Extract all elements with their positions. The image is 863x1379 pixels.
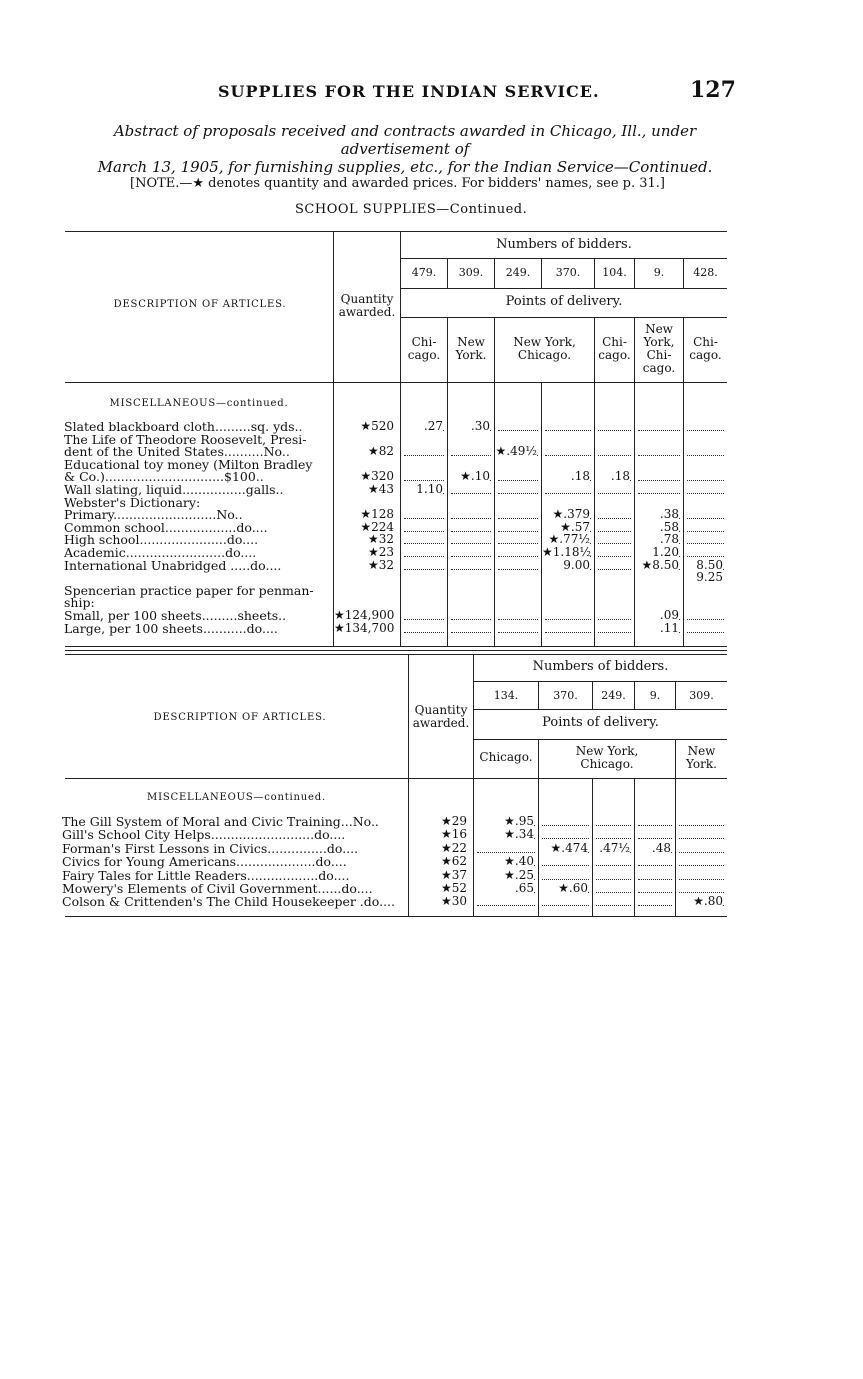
leader-dots <box>687 455 724 456</box>
qty-header-line-1: Quantity <box>414 703 468 717</box>
leader-dots <box>638 879 672 880</box>
leader-dots <box>404 556 444 557</box>
table-cell-price: ★.474 <box>539 842 588 855</box>
table-row-description: Large, per 100 sheets...........do.... <box>64 620 278 636</box>
leader-dots <box>687 531 724 532</box>
table2-points-rule <box>474 739 727 740</box>
table-cell-price: .47½ <box>593 842 630 855</box>
leader-dots <box>404 569 444 570</box>
table-row-quantity: ★520 <box>360 419 394 433</box>
table2-points-header: Points of delivery. <box>542 715 659 730</box>
table-row-quantity: ★320 <box>360 469 394 484</box>
table1-bidders-rule <box>401 258 727 259</box>
abstract-line-1: Abstract of proposals received and contracts awarded in Chicago, Ill., under advertisement of <box>113 122 697 158</box>
table1-header-bottom-rule <box>65 382 727 383</box>
delivery-line: York. <box>455 348 487 362</box>
table-row-description: Forman's First Lessons in Civics...............do.... <box>62 840 359 856</box>
leader-dots <box>598 430 631 431</box>
table-cell-price: ★.379 <box>542 508 590 521</box>
leader-dots <box>687 543 724 544</box>
delivery-line: York, <box>643 335 675 349</box>
table1-bidder: 370. <box>555 266 581 279</box>
leader-dots <box>451 569 491 570</box>
leader-dots <box>598 619 631 620</box>
delivery-line: Chicago. <box>517 348 572 362</box>
delivery-line: Chi- <box>646 348 672 362</box>
table1-bidder: 309. <box>458 266 484 279</box>
delivery-line: New <box>645 322 673 336</box>
leader-dots <box>542 838 589 839</box>
leader-dots <box>638 480 680 481</box>
table2-delivery-chicago <box>474 751 538 764</box>
leader-dots <box>687 518 724 519</box>
qty-header-line-2: awarded. <box>412 716 470 730</box>
leader-dots <box>679 865 724 866</box>
table-cell-price: ★.77½ <box>542 533 590 546</box>
table1-points-rule <box>401 317 727 318</box>
table-row-quantity: ★52 <box>440 881 467 895</box>
leader-dots <box>545 619 591 620</box>
leader-dots <box>404 632 444 633</box>
leader-dots <box>451 455 491 456</box>
table1-bidder: 104. <box>602 266 627 279</box>
table1-bottom-rule-2 <box>65 650 727 651</box>
leader-dots <box>451 543 491 544</box>
leader-dots <box>598 455 631 456</box>
leader-dots <box>542 879 589 880</box>
table-cell-price: .30 <box>448 420 490 433</box>
leader-dots <box>598 632 631 633</box>
leader-dots <box>687 619 724 620</box>
table1-desc-header: DESCRIPTION OF ARTICLES. <box>113 299 287 310</box>
leader-dots <box>451 556 491 557</box>
table-cell-price: .48 <box>635 842 671 855</box>
table-row-description: dent of the United States..........No.. <box>64 444 290 460</box>
table-row-description: Common school..................do.... <box>64 519 268 535</box>
table2-group-label: MISCELLANEOUS—continued. <box>147 792 326 803</box>
table-row-description: Webster's Dictionary: <box>64 494 201 510</box>
leader-dots <box>451 518 491 519</box>
table-row-description: Educational toy money (Milton Bradley <box>64 456 313 472</box>
leader-dots <box>596 825 631 826</box>
table1-bidder: 428. <box>693 266 718 279</box>
table-cell-price: .38 <box>635 508 679 521</box>
leader-dots <box>498 430 538 431</box>
table1-bidder: 479. <box>411 266 437 279</box>
leader-dots <box>542 825 589 826</box>
delivery-line: cago. <box>598 348 631 362</box>
table-row-description: The Gill System of Moral and Civic Training...No.. <box>62 814 379 829</box>
leader-dots <box>404 531 444 532</box>
leader-dots <box>687 556 724 557</box>
leader-dots <box>498 632 538 633</box>
table1-vr-qty <box>400 231 401 646</box>
table2-bidder: 9. <box>649 689 661 702</box>
leader-dots <box>498 480 538 481</box>
table-row-quantity: ★22 <box>440 840 467 855</box>
leader-dots <box>598 569 631 570</box>
leader-dots <box>598 556 631 557</box>
delivery-line: York. <box>686 757 717 771</box>
delivery-line: cago. <box>407 348 441 362</box>
leader-dots <box>598 518 631 519</box>
leader-dots <box>679 879 724 880</box>
leader-dots <box>596 838 631 839</box>
leader-dots <box>498 493 538 494</box>
leader-dots <box>638 905 672 906</box>
table2-bidder: 134. <box>493 689 519 702</box>
table2-bidders-rule <box>474 681 727 682</box>
leader-dots <box>598 543 631 544</box>
leader-dots <box>404 518 444 519</box>
leader-dots <box>498 569 538 570</box>
delivery-line: Chi- <box>411 335 437 349</box>
qty-header-line-2: awarded. <box>338 305 396 319</box>
table-cell-price: .65 <box>474 882 534 895</box>
table-cell-price: .11 <box>635 622 679 635</box>
table2-header-bottom-rule <box>65 778 727 779</box>
leader-dots <box>542 905 589 906</box>
table-row-quantity: ★124,900 <box>334 608 395 622</box>
table-cell-price: .58 <box>635 521 679 534</box>
delivery-line: cago. <box>642 361 676 375</box>
note: [NOTE.—★ denotes quantity and awarded prices. For bidders' names, see p. 31.] <box>130 176 666 191</box>
leader-dots <box>451 632 491 633</box>
table1-bidders-header: Numbers of bidders. <box>496 237 632 252</box>
table-cell-price: ★.60 <box>539 882 588 895</box>
table-row-description: & Co.)..............................$100.. <box>64 469 264 485</box>
table-row-description: Mowery's Elements of Civil Government......do.... <box>62 881 373 896</box>
table2-delivery-new-york <box>676 745 727 771</box>
table1-numbers-rule <box>401 288 727 289</box>
abstract-heading <box>60 122 750 176</box>
delivery-line: Chicago. <box>479 750 533 764</box>
table-cell-price: ★.34 <box>474 828 534 841</box>
leader-dots <box>498 518 538 519</box>
table-cell-price: .18 <box>595 470 630 483</box>
table-row-quantity: ★62 <box>440 854 467 869</box>
delivery-line: New York, <box>575 744 639 758</box>
table-row-quantity: ★224 <box>360 519 394 534</box>
table1-delivery-ny-chicago-2 <box>635 323 683 375</box>
leader-dots <box>598 531 631 532</box>
table2-qty-header <box>409 704 473 730</box>
table2-desc-header: DESCRIPTION OF ARTICLES. <box>153 712 327 723</box>
table1-vr-d2 <box>494 317 495 646</box>
table-row-description: ship: <box>64 595 95 611</box>
table2-bidder: 309. <box>689 689 714 702</box>
leader-dots <box>596 892 631 893</box>
leader-dots <box>545 455 591 456</box>
leader-dots <box>498 556 538 557</box>
table-row-quantity: ★29 <box>440 814 467 828</box>
table-cell-price: .27 <box>401 420 443 433</box>
table-row-description: International Unabridged .....do.... <box>64 557 282 573</box>
leader-dots <box>451 493 491 494</box>
table1-delivery-chicago <box>401 336 447 362</box>
table-row-quantity: ★23 <box>367 545 394 559</box>
delivery-line: cago. <box>689 348 722 362</box>
table1-bidder: 249. <box>505 266 531 279</box>
table2-bidder: 370. <box>553 689 578 702</box>
delivery-line: Chi- <box>693 335 718 349</box>
delivery-line: Chicago. <box>580 757 634 771</box>
leader-dots <box>498 531 538 532</box>
table1-top-rule <box>65 231 727 232</box>
table-row-quantity: ★32 <box>367 532 394 547</box>
table-row-description: Slated blackboard cloth.........sq. yds.. <box>64 419 303 434</box>
leader-dots <box>477 905 535 906</box>
table-cell-price: ★.95 <box>474 815 534 828</box>
table2-top-rule <box>65 654 727 655</box>
table1-delivery-new-york <box>448 336 494 362</box>
table-cell-price: ★.10 <box>448 470 490 483</box>
leader-dots <box>404 543 444 544</box>
delivery-line: New York, <box>513 335 576 349</box>
table-cell-price: 9.25 <box>684 571 723 584</box>
delivery-line: New <box>687 744 716 758</box>
leader-dots <box>598 493 631 494</box>
leader-dots <box>638 838 672 839</box>
table-cell-price: ★8.50 <box>635 559 679 572</box>
table-cell-price: 1.20 <box>635 546 679 559</box>
table1-points-header: Points of delivery. <box>505 294 623 309</box>
table-cell-price: 1.10 <box>401 483 443 496</box>
table-cell-price: ★.49½ <box>495 444 537 459</box>
leader-dots <box>679 852 724 853</box>
abstract-line-2: March 13, 1905, for furnishing supplies, etc., for the Indian Service—Continued. <box>97 158 713 176</box>
leader-dots <box>638 865 672 866</box>
table-row-quantity: ★16 <box>440 827 467 842</box>
leader-dots <box>638 455 680 456</box>
table1-qty-header <box>334 293 400 319</box>
table-cell-price: .18 <box>542 470 590 483</box>
qty-header-line-1: Quantity <box>340 292 394 306</box>
table-row-quantity: ★43 <box>367 482 394 496</box>
section-title: SCHOOL SUPPLIES—Continued. <box>295 202 528 217</box>
leader-dots <box>679 838 724 839</box>
table-row-description: Civics for Young Americans....................do.... <box>62 854 347 870</box>
leader-dots <box>451 531 491 532</box>
leader-dots <box>404 455 444 456</box>
leader-dots <box>545 493 591 494</box>
table-row-description: Academic.........................do.... <box>64 545 257 560</box>
table1-delivery-chicago-2 <box>595 336 634 362</box>
table1-vr-d6 <box>683 317 684 646</box>
table1-bidder: 9. <box>653 266 665 279</box>
table-row-description: Spencerian practice paper for penman- <box>64 582 314 598</box>
table-row-quantity: ★30 <box>440 894 467 909</box>
table-cell-price: ★.57 <box>542 521 590 534</box>
table-row-description: Colson & Crittenden's The Child Housekeeper .do.... <box>62 894 395 910</box>
leader-dots <box>404 619 444 620</box>
leader-dots <box>687 480 724 481</box>
table-row-description: Small, per 100 sheets.........sheets.. <box>64 608 287 623</box>
page-number: 127 <box>690 77 736 103</box>
table-cell-price: .78 <box>635 533 679 546</box>
leader-dots <box>498 619 538 620</box>
delivery-line: Chi- <box>602 335 627 349</box>
table-row-description: High school......................do.... <box>64 532 259 548</box>
leader-dots <box>638 892 672 893</box>
leader-dots <box>477 852 535 853</box>
leader-dots <box>638 430 680 431</box>
table2-delivery-ny-chicago <box>539 745 675 771</box>
table-row-description: Primary..........................No.. <box>64 507 243 523</box>
leader-dots <box>451 619 491 620</box>
leader-dots <box>542 865 589 866</box>
table1-delivery-ny-chicago <box>495 336 594 362</box>
table-cell-price: 9.00 <box>542 559 590 572</box>
table-cell-price: .09 <box>635 609 679 622</box>
table2-bottom-rule <box>65 916 727 917</box>
leader-dots <box>498 543 538 544</box>
table-cell-price: ★.25 <box>474 869 534 882</box>
table-row-description: Gill's School City Helps..........................do.... <box>62 827 346 843</box>
table2-bidders-header: Numbers of bidders. <box>532 659 669 674</box>
leader-dots <box>596 865 631 866</box>
table1-group-label: MISCELLANEOUS—continued. <box>109 398 289 409</box>
table-row-quantity: ★32 <box>367 557 394 572</box>
table-row-quantity: ★128 <box>360 507 394 522</box>
table-cell-price: ★.80 <box>676 895 723 908</box>
table-cell-price: ★.40 <box>474 855 534 868</box>
table-row-quantity: ★134,700 <box>334 620 395 635</box>
leader-dots <box>687 493 724 494</box>
table-row-description: Wall slating, liquid................galls.. <box>64 482 284 497</box>
leader-dots <box>638 493 680 494</box>
leader-dots <box>687 632 724 633</box>
table2-numbers-rule <box>474 709 727 710</box>
table1-bottom-rule <box>65 646 727 647</box>
leader-dots <box>638 825 672 826</box>
leader-dots <box>545 430 591 431</box>
leader-dots <box>679 892 724 893</box>
leader-dots <box>596 905 631 906</box>
table2-bidder: 249. <box>601 689 626 702</box>
leader-dots <box>679 825 724 826</box>
leader-dots <box>687 430 724 431</box>
table-row-quantity: ★37 <box>440 867 467 882</box>
leader-dots <box>545 632 591 633</box>
delivery-line: New <box>457 335 485 349</box>
table-row-description: Fairy Tales for Little Readers..................do.... <box>62 867 350 883</box>
table-cell-price: 8.50 <box>684 559 723 572</box>
leader-dots <box>596 879 631 880</box>
table-row-quantity: ★82 <box>367 444 394 459</box>
running-title: SUPPLIES FOR THE INDIAN SERVICE. <box>218 82 600 101</box>
table-row-description: The Life of Theodore Roosevelt, Presi- <box>64 431 307 447</box>
table1-delivery-chicago-3 <box>684 336 727 362</box>
table-cell-price: ★1.18½ <box>542 545 592 559</box>
